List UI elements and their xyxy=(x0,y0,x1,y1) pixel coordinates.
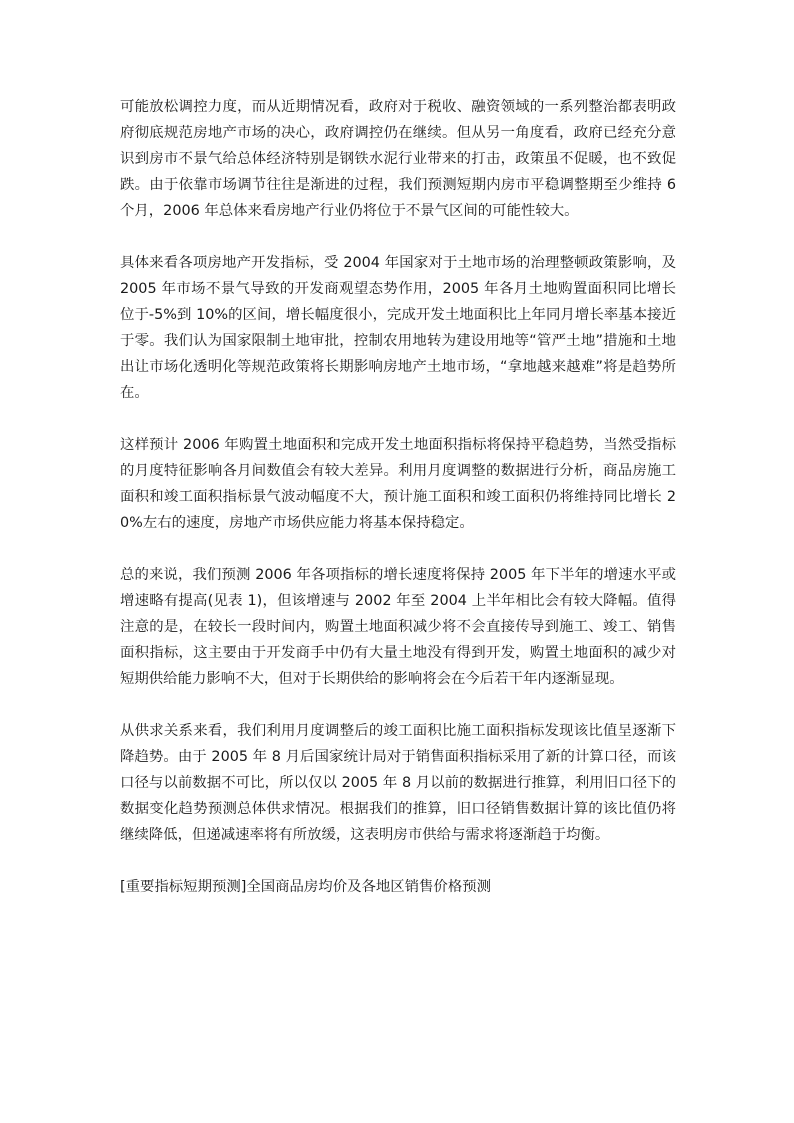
paragraph-policy-outlook: 可能放松调控力度，而从近期情况看，政府对于税收、融资领域的一系列整治都表明政府彻底规范房地产市场的决心，政府调控仍在继续。但从另一角度看，政府已经充分意识到房市不景气给总体经济特别是钢铁水泥行业带来的打击，政策虽不促暖，也不致促跌。由于依靠市场调节往往是渐进的过程，我们预测短期内房市平稳调整期至少维持 6 个月，2006 年总体来看房地产行业仍将位于不景气区间的可能性较大。 xyxy=(120,99,676,219)
section-heading: [重要指标短期预测]全国商品房均价及各地区销售价格预测 xyxy=(120,879,491,895)
paragraph-construction-forecast: 这样预计 2006 年购置土地面积和完成开发土地面积指标将保持平稳趋势，当然受指标的月度特征影响各月间数值会有较大差异。利用月度调整的数据进行分析，商品房施工面积和竣工面积指标景气波动幅度不大，预计施工面积和竣工面积仍将维持同比增长 20%左右的速度，房地产市场供应能力将基本保持稳定。 xyxy=(120,437,676,531)
paragraph-land-indicators: 具体来看各项房地产开发指标，受 2004 年国家对于土地市场的治理整顿政策影响，及 2005 年市场不景气导致的开发商观望态势作用，2005 年各月土地购置面积同比增长位于-5%到 10%的区间，增长幅度很小，完成开发土地面积比上年同月增长率基本接近于零。我们认为国家限制土地审批，控制农用地转为建设用地等“管严土地”措施和土地出让市场化透明化等规范政策将长期影响房地产土地市场，“拿地越来越难”将是趋势所在。 xyxy=(120,255,676,401)
paragraph-supply-demand: 从供求关系来看，我们利用月度调整后的竣工面积比施工面积指标发现该比值呈逐渐下降趋势。由于 2005 年 8 月后国家统计局对于销售面积指标采用了新的计算口径，而该口径与以前数据不可比，所以仅以 2005 年 8 月以前的数据进行推算，利用旧口径下的数据变化趋势预测总体供求情况。根据我们的推算，旧口径销售数据计算的该比值仍将继续降低，但递减速率将有所放缓，这表明房市供给与需求将逐渐趋于均衡。 xyxy=(120,723,676,843)
paragraph-growth-summary: 总的来说，我们预测 2006 年各项指标的增长速度将保持 2005 年下半年的增速水平或增速略有提高(见表 1)，但该增速与 2002 年至 2004 上半年相比会有较大降幅。值得注意的是，在较长一段时间内，购置土地面积减少将不会直接传导到施工、竣工、销售面积指标，这主要由于开发商手中仍有大量土地没有得到开发，购置土地面积的减少对短期供给能力影响不大，但对于长期供给的影响将会在今后若干年内逐渐显现。 xyxy=(120,567,676,687)
document-body xyxy=(120,94,676,900)
